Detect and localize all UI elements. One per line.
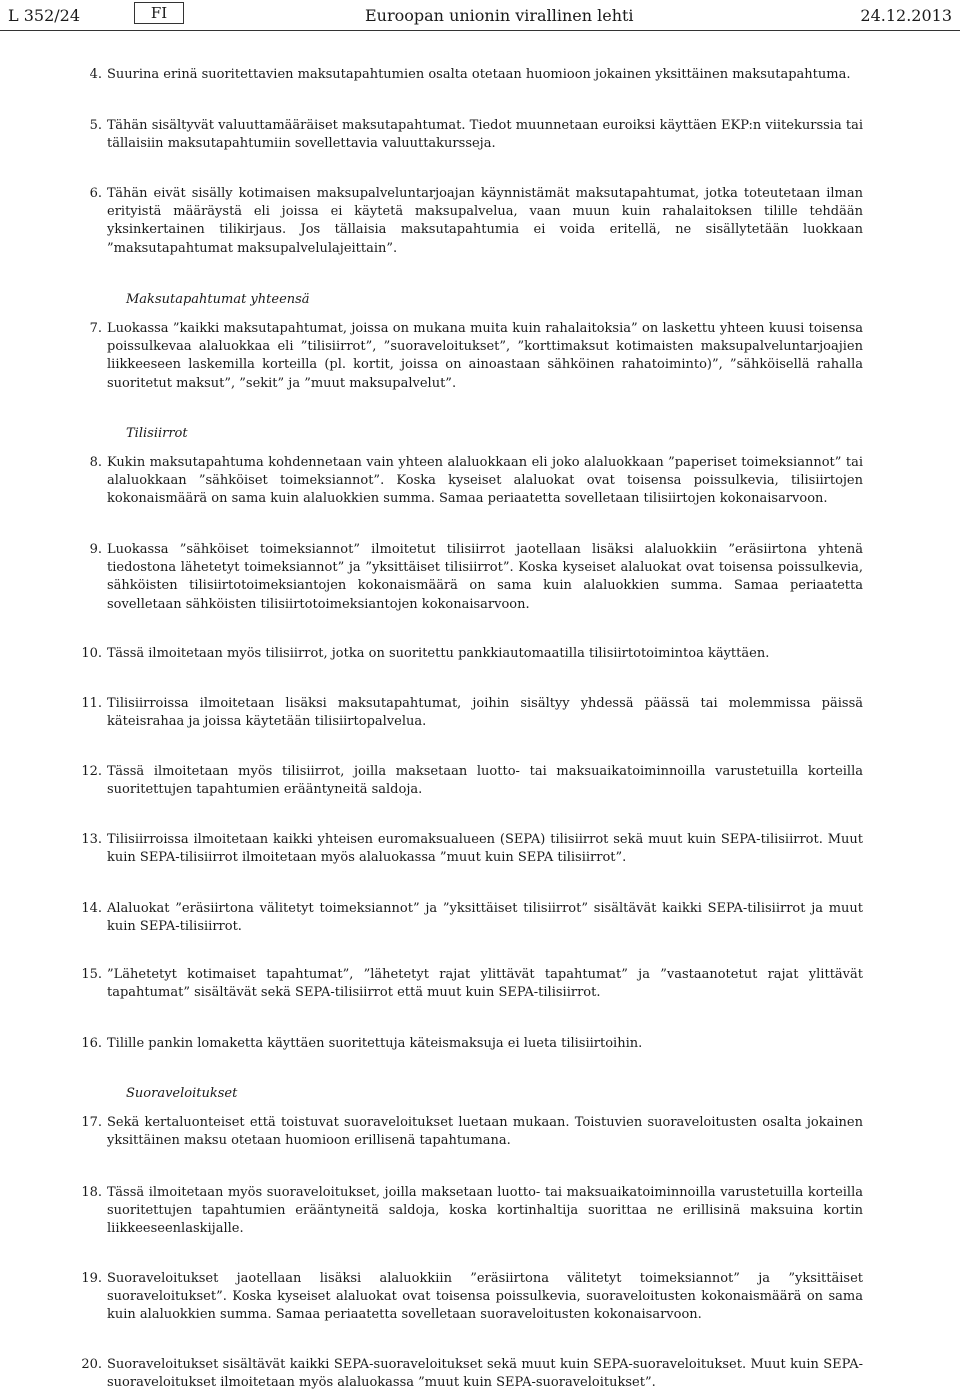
publication-date: 24.12.2013 [860, 6, 952, 25]
paragraph-number: 16. [81, 1036, 102, 1051]
paragraph-8 [89, 454, 863, 509]
paragraph-16 [81, 1035, 863, 1053]
section-heading-maksutapahtumat-yhteensa: Maksutapahtumat yhteensä [126, 292, 310, 307]
paragraph-13 [81, 831, 863, 867]
paragraph-11 [81, 695, 863, 731]
paragraph-number: 13. [81, 832, 102, 847]
page-reference: L 352/24 [8, 6, 80, 25]
paragraph-text: Tähän sisältyvät valuuttamääräiset maksutapahtumat. Tiedot muunnetaan euroiksi käyttäen EKP:n viitekurssia tai tällaisiin maksutapahtumiin sovellettavia valuuttakursseja. [107, 118, 863, 152]
paragraph-text: Luokassa ”kaikki maksutapahtumat, joissa on mukana muita kuin rahalaitoksia” on laskettu yhteen kuusi toisensa poissulkevaa alaluokkaa eli ”tilisiirrot”, ”suoraveloitukset”, ”korttimaksut kotimaisten maksupalveluntarjoajien liikkeeseen laskemilla korteilla (pl. kortit, joissa on ainoastaan sähköinen rahatoiminto)”, ”sähköisellä rahalla suoritetut maksut”, ”sekit” ja ”muut maksupalvelut”. [107, 321, 863, 391]
paragraph-18 [81, 1184, 863, 1239]
paragraph-number: 12. [81, 764, 102, 779]
paragraph-text: Alaluokat ”eräsiirtona välitetyt toimeksiannot” ja ”yksittäiset tilisiirrot” sisältävät kaikki SEPA-tilisiirrot ja muut kuin SEPA-tilisiirrot. [107, 901, 863, 935]
paragraph-19 [81, 1270, 863, 1325]
paragraph-number: 17. [81, 1115, 102, 1130]
paragraph-text: Tässä ilmoitetaan myös suoraveloitukset, joilla maksetaan luotto- tai maksuaikatoiminnoilla varustetuilla korteilla suoritettujen tapahtumien erääntyneitä saldoja, koska kortinhaltija suorittaa ne erillisinä maksuina kortin liikkeeseenlaskijalle. [107, 1185, 863, 1237]
paragraph-number: 6. [89, 186, 102, 201]
paragraph-text: Tilisiirroissa ilmoitetaan lisäksi maksutapahtumat, joihin sisältyy yhdessä päässä tai molemmissa päissä käteisrahaa ja joissa käytetään tilisiirtopalvelua. [107, 696, 863, 730]
paragraph-text: Tilisiirroissa ilmoitetaan kaikki yhteisen euromaksualueen (SEPA) tilisiirrot sekä muut kuin SEPA-tilisiirrot. Muut kuin SEPA-tilisiirrot ilmoitetaan myös alaluokassa ”muut kuin SEPA tilisiirrot”. [107, 832, 863, 866]
paragraph-text: Tähän eivät sisälly kotimaisen maksupalveluntarjoajan käynnistämät maksutapahtumat, jotka toteutetaan ilman erityistä määräystä eli joissa ei käytetä maksupalvelua, vaan muun kuin rahalaitoksen tilille tehdään yksinkertainen tilikirjaus. Jos tällaisia maksutapahtumia ei voida eritellä, ne sisällytetään luokkaan ”maksutapahtumat maksupalvelulajeittain”. [107, 186, 863, 256]
page-header [0, 0, 960, 30]
header-rule [0, 30, 960, 31]
paragraph-number: 15. [81, 967, 102, 982]
paragraph-text: Tässä ilmoitetaan myös tilisiirrot, jotka on suoritettu pankkiautomaatilla tilisiirtotoimintoa käyttäen. [107, 646, 770, 661]
journal-title: Euroopan unionin virallinen lehti [365, 6, 634, 25]
paragraph-6 [89, 185, 863, 258]
paragraph-number: 14. [81, 901, 102, 916]
paragraph-7 [89, 320, 863, 393]
paragraph-text: Suoraveloitukset jaotellaan lisäksi alaluokkiin ”eräsiirtona välitetyt toimeksiannot” ja ”yksittäiset suoraveloitukset”. Koska kyseiset alaluokat ovat toisensa poissulkevia, suoraveloitusten kokonaismäärä on sama kuin alaluokkien summa. Samaa periaatetta sovelletaan suoraveloitusten kokonaisarvoon. [107, 1271, 863, 1323]
paragraph-number: 7. [89, 321, 102, 336]
paragraph-text: Suurina erinä suoritettavien maksutapahtumien osalta otetaan huomioon jokainen yksittäinen maksutapahtuma. [107, 67, 851, 82]
paragraph-15 [81, 966, 863, 1002]
paragraph-text: Kukin maksutapahtuma kohdennetaan vain yhteen alaluokkaan eli joko alaluokkaan ”paperiset toimeksiannot” tai alaluokkaan ”sähköiset toimeksiannot”. Koska kyseiset alaluokat ovat toisensa poissulkevia, tilisiirtojen kokonaismäärä on sama kuin alaluokkien summa. Samaa periaatetta sovelletaan tilisiirtojen kokonaisarvoon. [107, 455, 863, 507]
paragraph-4 [89, 66, 863, 84]
paragraph-number: 8. [89, 455, 102, 470]
paragraph-number: 10. [81, 646, 102, 661]
paragraph-text: Tässä ilmoitetaan myös tilisiirrot, joilla maksetaan luotto- tai maksuaikatoiminnoilla varustetuilla korteilla suoritettujen tapahtumien erääntyneitä saldoja. [107, 764, 863, 798]
paragraph-text: Luokassa ”sähköiset toimeksiannot” ilmoitetut tilisiirrot jaotellaan lisäksi alaluokkiin ”eräsiirtona yhtenä tiedostona lähetetyt toimeksiannot” ja ”yksittäiset tilisiirrot”. Koska kyseiset alaluokat ovat toisensa poissulkevia, sähköisten tilisiirtotoimeksiantojen kokonaismäärä on sama kuin alaluokkien summa. Samaa periaatetta sovelletaan sähköisten tilisiirtotoimeksiantojen kokonaisarvoon. [107, 542, 863, 612]
paragraph-number: 18. [81, 1185, 102, 1200]
paragraph-number: 19. [81, 1271, 102, 1286]
paragraph-number: 4. [89, 67, 102, 82]
paragraph-number: 20. [81, 1357, 102, 1372]
paragraph-number: 5. [89, 118, 102, 133]
paragraph-20 [81, 1356, 863, 1392]
paragraph-text: ”Lähetetyt kotimaiset tapahtumat”, ”lähetetyt rajat ylittävät tapahtumat” ja ”vastaanotetut rajat ylittävät tapahtumat” sisältävät sekä SEPA-tilisiirrot että muut kuin SEPA-tilisiirrot. [107, 967, 863, 1001]
section-heading-tilisiirrot: Tilisiirrot [126, 426, 188, 441]
paragraph-17 [81, 1114, 863, 1150]
section-heading-suoraveloitukset: Suoraveloitukset [126, 1086, 238, 1101]
paragraph-12 [81, 763, 863, 799]
paragraph-number: 9. [89, 542, 102, 557]
paragraph-14 [81, 900, 863, 936]
paragraph-10 [81, 645, 863, 663]
paragraph-text: Sekä kertaluonteiset että toistuvat suoraveloitukset luetaan mukaan. Toistuvien suoraveloitusten osalta jokainen yksittäinen maksu otetaan huomioon erillisenä tapahtumana. [107, 1115, 863, 1149]
paragraph-text: Tilille pankin lomaketta käyttäen suoritettuja käteismaksuja ei lueta tilisiirtoihin. [107, 1036, 643, 1051]
paragraph-9 [89, 541, 863, 614]
paragraph-number: 11. [81, 696, 102, 711]
language-code-box: FI [134, 2, 184, 24]
paragraph-text: Suoraveloitukset sisältävät kaikki SEPA-suoraveloitukset sekä muut kuin SEPA-suoraveloitukset. Muut kuin SEPA-suoraveloitukset ilmoitetaan myös alaluokassa ”muut kuin SEPA-suoraveloitukset”. [107, 1357, 863, 1391]
paragraph-5 [89, 117, 863, 153]
